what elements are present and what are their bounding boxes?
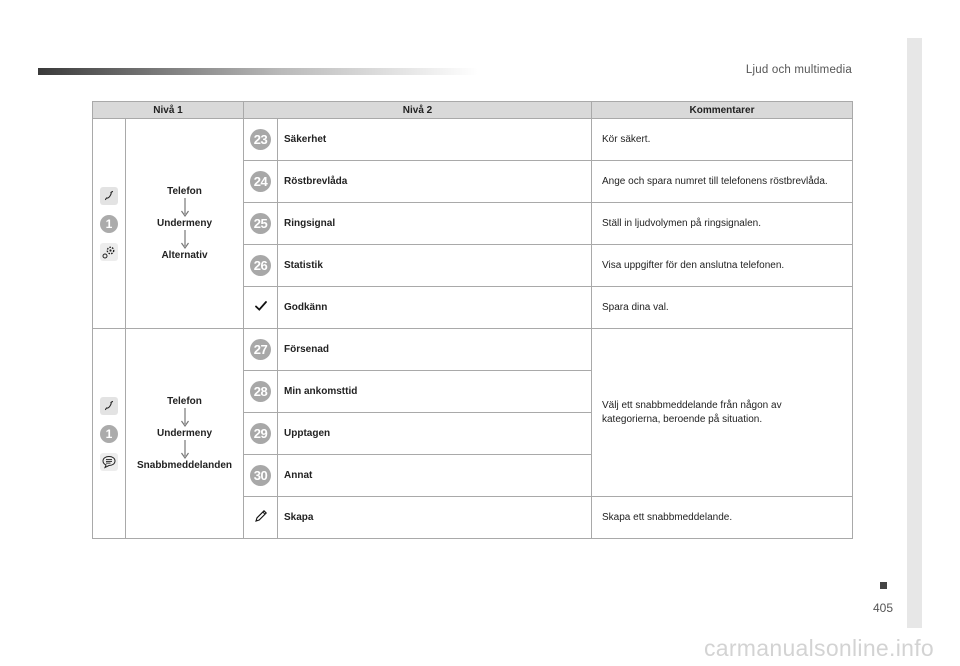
arrow-down-icon: [180, 230, 190, 250]
row-comment: Ställ in ljudvolymen på ringsignalen.: [592, 203, 853, 245]
row-comment: Spara dina val.: [592, 287, 853, 329]
path-telefon: Telefon: [167, 395, 202, 407]
menu-number-badge: 24: [250, 171, 271, 192]
menu-number-badge: 23: [250, 129, 271, 150]
menu-number-badge: 26: [250, 255, 271, 276]
row-label: Annat: [278, 455, 592, 497]
row-label: Upptagen: [278, 413, 592, 455]
menu-number-badge: 30: [250, 465, 271, 486]
side-strip: [907, 38, 922, 628]
group1-icons: [93, 119, 126, 329]
arrow-down-icon: [180, 198, 190, 218]
group2-path: [126, 329, 244, 539]
header-comments: Kommentarer: [592, 102, 853, 119]
row-label: Ringsignal: [278, 203, 592, 245]
message-icon: [100, 453, 118, 471]
row-comment: Kör säkert.: [592, 119, 853, 161]
shared-comment: Välj ett snabbmeddelande från någon av kategorierna, beroende på situation.: [592, 329, 853, 497]
level-1-badge: 1: [100, 215, 118, 233]
path-snabbmeddelanden: Snabbmeddelanden: [136, 459, 232, 471]
path-undermeny: Undermeny: [156, 217, 212, 229]
row-label: Min ankomsttid: [278, 371, 592, 413]
page-number: 405: [873, 601, 894, 615]
page-marker: [880, 582, 887, 589]
group1-path: [126, 119, 244, 329]
row-label: Skapa: [278, 497, 592, 539]
row-comment: Skapa ett snabbmeddelande.: [592, 497, 853, 539]
group2-icons: [93, 329, 126, 539]
level-1-badge: 1: [100, 425, 118, 443]
pencil-icon: [254, 515, 268, 526]
path-alternativ: Alternativ: [161, 249, 208, 261]
arrow-down-icon: [180, 440, 190, 460]
row-comment: Visa uppgifter för den anslutna telefonen.: [592, 245, 853, 287]
row-label: Godkänn: [278, 287, 592, 329]
watermark: carmanualsonline.info: [703, 635, 934, 661]
menu-number-badge: 27: [250, 339, 271, 360]
menu-number-badge: 29: [250, 423, 271, 444]
phone-icon: [100, 397, 118, 415]
settings-icon: [100, 243, 118, 261]
row-label: Statistik: [278, 245, 592, 287]
phone-icon: [100, 187, 118, 205]
menu-table: [92, 101, 853, 539]
path-telefon: Telefon: [167, 185, 202, 197]
header-level-2: Nivå 2: [244, 102, 592, 119]
menu-number-badge: 28: [250, 381, 271, 402]
row-label: Röstbrevlåda: [278, 161, 592, 203]
section-title: Ljud och multimedia: [745, 64, 852, 76]
row-label: Säkerhet: [278, 119, 592, 161]
row-label: Försenad: [278, 329, 592, 371]
menu-number-badge: 25: [250, 213, 271, 234]
row-comment: Ange och spara numret till telefonens röstbrevlåda.: [592, 161, 853, 203]
arrow-down-icon: [180, 408, 190, 428]
header-gradient-bar: [38, 68, 478, 75]
header-level-1: Nivå 1: [93, 102, 244, 119]
checkmark-icon: [255, 303, 267, 314]
path-undermeny: Undermeny: [156, 427, 212, 439]
